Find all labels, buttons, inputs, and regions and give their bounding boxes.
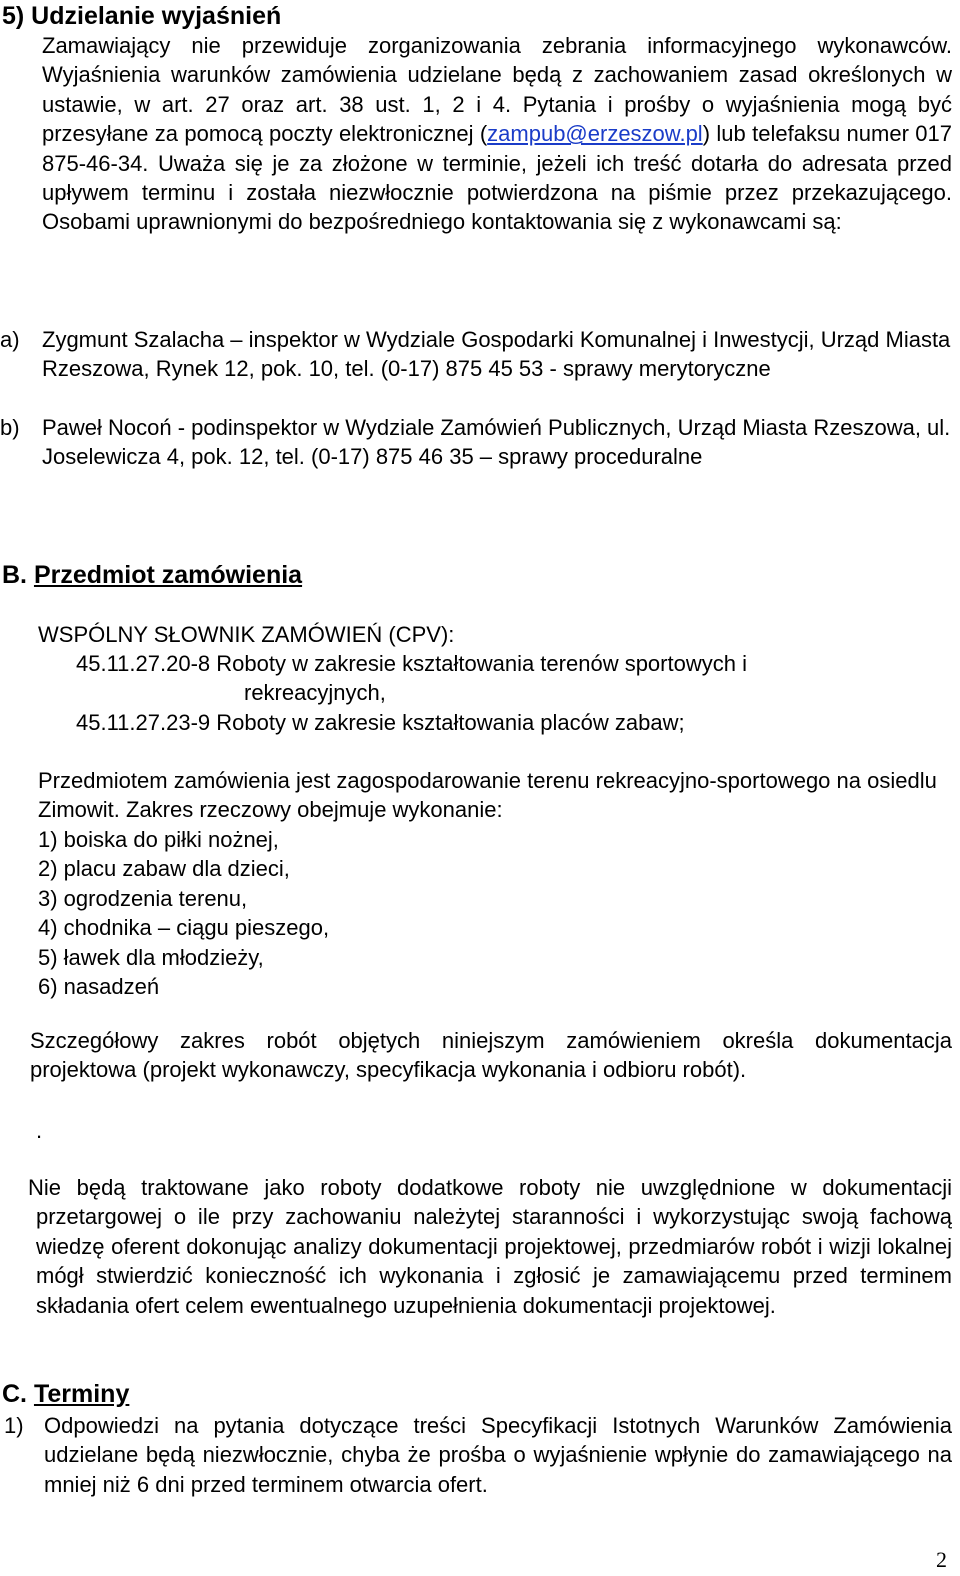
contact-item-a <box>0 325 952 384</box>
extra-works-paragraph: Nie będą traktowane jako roboty dodatkowe roboty nie uwzględnione w dokumentacji przetargowej o ile przy zachowaniu należytej staranności i wykorzystując swoją fachową wiedzę oferent dokonując analizy dokumentacji projektowej, przedmiarów robót i wizji lokalnej mógł stwierdzić konieczność ich wykonania i zgłosić je zamawiającemu przed terminem składania ofert celem ewentualnego uzupełnienia dokumentacji projektowej. <box>28 1175 952 1318</box>
details-paragraph: Szczegółowy zakres robót objętych niniejszym zamówieniem określa dokumentacja projektowa (projekt wykonawczy, specyfikacja wykonania i odbioru robót). <box>30 1028 952 1083</box>
email-link[interactable]: zampub@erzeszow.pl <box>487 121 703 147</box>
section-b-heading <box>2 561 302 590</box>
contact-label: b) <box>0 415 20 440</box>
section-title: Przedmiot zamówienia <box>33 561 303 589</box>
paragraph-text-end: ) lub telefaksu numer 017 875-46-34. Uważa się je za złożone w terminie, jeżeli ich treść dotarła do adresata przed upływem terminu i została niezwłocznie potwierdzona na piśmie przez przekazującego. Osobami uprawnionymi do bezpośredniego kontaktowania się z wykonawcami są: <box>42 121 952 235</box>
section-c-heading <box>2 1380 129 1409</box>
contact-text: Zygmunt Szalacha – inspektor w Wydziale Gospodarki Komunalnej i Inwestycji, Urząd Miasta Rzeszowa, Rynek 12, pok. 10, tel. (0-17) 875 45 53 - sprawy merytoryczne <box>42 327 951 382</box>
list-item: 3) ogrodzenia terenu, <box>38 885 248 911</box>
contact-item-b <box>0 413 952 472</box>
item-label: 1) <box>4 1413 24 1438</box>
contact-text: Paweł Nocoń - podinspektor w Wydziale Zamówień Publicznych, Urząd Miasta Rzeszowa, ul. Joselewicza 4, pok. 12, tel. (0-17) 875 46 35 – sprawy proceduralne <box>42 415 951 470</box>
scope-list <box>38 825 329 1001</box>
list-item: 2) placu zabaw dla dzieci, <box>38 856 290 882</box>
subject-intro: Przedmiotem zamówienia jest zagospodarowanie terenu rekreacyjno-sportowego na osiedlu Zimowit. Zakres rzeczowy obejmuje wykonanie: <box>38 768 937 823</box>
section-5-paragraph <box>42 31 952 237</box>
paragraph-text-start: Zamawiający nie przewiduje zorganizowania zebrania informacyjnego wykonawców. Wyjaśnienia warunków zamówienia udzielane będą z zachowaniem zasad określonych w ustawie, w art. 27 oraz art. 38 ust. 1, 2 i 4. Pytania i prośby o wyjaśnienia mogą być przesyłane za pomocą poczty elektronicznej ( <box>42 33 952 147</box>
cpv-desc-cont: rekreacyjnych, <box>244 680 386 706</box>
list-item: 6) nasadzeń <box>38 974 160 1000</box>
section-letter: B. <box>2 561 27 589</box>
contact-label: a) <box>0 327 20 352</box>
section-5-heading: 5) Udzielanie wyjaśnień <box>2 2 282 30</box>
list-item: 1) boiska do piłki nożnej, <box>38 827 279 852</box>
cpv-entry <box>76 649 956 708</box>
item-text: Odpowiedzi na pytania dotyczące treści Specyfikacji Istotnych Warunków Zamówienia udzielane będą niezwłocznie, chyba że prośba o wyjaśnienie wpłynie do zamawiającego na mniej niż 6 dni przed terminem otwarcia ofert. <box>44 1413 952 1497</box>
terms-item <box>4 1411 952 1499</box>
page-number: 2 <box>936 1547 947 1572</box>
cpv-entry <box>76 708 956 737</box>
list-item: 5) ławek dla młodzieży, <box>38 944 264 970</box>
section-letter: C. <box>2 1380 27 1408</box>
cpv-code: 45.11.27.23-9 <box>76 710 211 735</box>
cpv-code: 45.11.27.20-8 <box>76 651 211 676</box>
stray-dot: . <box>36 1118 43 1143</box>
section-title: Terminy <box>33 1380 130 1408</box>
list-item: 4) chodnika – ciągu pieszego, <box>38 915 330 941</box>
cpv-desc: Roboty w zakresie kształtowania placów zabaw; <box>216 710 685 735</box>
cpv-title: WSPÓLNY SŁOWNIK ZAMÓWIEŃ (CPV): <box>38 622 455 647</box>
cpv-desc: Roboty w zakresie kształtowania terenów sportowych i <box>216 651 747 676</box>
